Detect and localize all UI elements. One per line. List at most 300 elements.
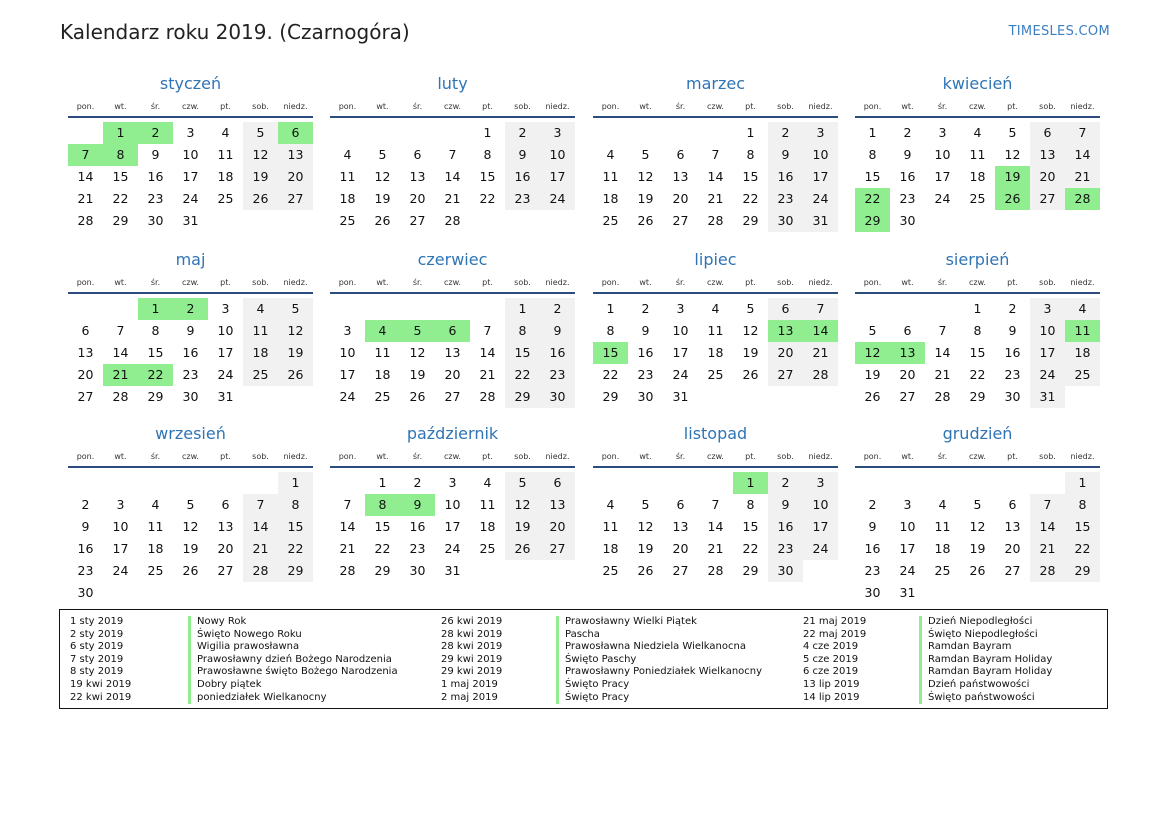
day-cell: 15 — [278, 516, 313, 538]
holiday-date: 29 kwi 2019 — [441, 653, 503, 665]
day-cell: 11 — [243, 320, 278, 342]
day-cell: 14 — [243, 516, 278, 538]
legend-row — [60, 666, 1100, 679]
day-cell: 23 — [899, 191, 916, 206]
day-cell: 13 — [540, 494, 575, 516]
day-cell: 2 — [540, 298, 575, 320]
holiday-day-cell: 2 — [173, 298, 208, 320]
day-cell: 11 — [147, 519, 164, 534]
day-cell: 14 — [934, 345, 951, 360]
empty-cell — [593, 472, 628, 494]
holiday-name: Prawosławny dzień Bożego Narodzenia — [188, 654, 392, 667]
day-cell: 22 — [602, 367, 619, 382]
weekday-label: śr. — [412, 278, 423, 287]
day-cell: 1 — [1065, 472, 1100, 494]
weekday-label: wt. — [639, 278, 652, 287]
day-cell: 26 — [637, 213, 654, 228]
day-cell: 22 — [742, 191, 759, 206]
day-cell: 10 — [217, 323, 234, 338]
day-cell: 29 — [112, 213, 129, 228]
weekday-label: pt. — [1007, 102, 1018, 111]
weekday-label: śr. — [150, 278, 161, 287]
day-cell: 1 — [378, 475, 387, 490]
weekday-label: niedz. — [1070, 452, 1095, 461]
day-cell: 21 — [243, 538, 278, 560]
day-cell: 8 — [151, 323, 160, 338]
day-cell: 9 — [868, 519, 877, 534]
holiday-name: Święto Nowego Roku — [188, 629, 302, 642]
holiday-date: 14 lip 2019 — [803, 691, 860, 703]
weekday-label: wt. — [376, 452, 389, 461]
holiday-day-cell: 4 — [365, 320, 400, 342]
holiday-day-cell: 26 — [995, 188, 1030, 210]
day-cell: 18 — [969, 169, 986, 184]
header-rule — [593, 116, 838, 118]
holiday-day-cell: 6 — [278, 122, 313, 144]
day-cell: 13 — [672, 519, 689, 534]
day-cell: 30 — [768, 560, 803, 582]
day-cell: 30 — [899, 213, 916, 228]
empty-cell — [628, 122, 663, 144]
month-name: listopad — [683, 424, 748, 443]
day-cell: 13 — [217, 519, 234, 534]
empty-cell — [330, 472, 365, 494]
day-cell: 20 — [672, 191, 689, 206]
holiday-name: Dobry piątek — [188, 679, 262, 692]
day-cell: 15 — [479, 169, 496, 184]
holiday-name: Ramdan Bayram — [919, 641, 1011, 654]
day-cell: 31 — [803, 210, 838, 232]
day-grid — [68, 298, 313, 408]
day-cell: 27 — [1030, 188, 1065, 210]
day-cell: 5 — [1008, 125, 1017, 140]
day-cell: 5 — [746, 301, 755, 316]
day-cell: 21 — [803, 342, 838, 364]
empty-cell — [628, 472, 663, 494]
day-cell: 19 — [182, 541, 199, 556]
day-cell: 24 — [540, 188, 575, 210]
day-cell: 27 — [672, 563, 689, 578]
day-cell: 24 — [672, 367, 689, 382]
day-cell: 25 — [602, 213, 619, 228]
empty-cell — [855, 472, 890, 494]
month-calendar — [855, 73, 1100, 232]
day-cell: 23 — [768, 538, 803, 560]
holiday-day-cell: 15 — [593, 342, 628, 364]
day-cell: 28 — [444, 213, 461, 228]
day-cell: 31 — [1030, 386, 1065, 408]
weekday-header — [330, 98, 575, 116]
day-cell: 12 — [637, 169, 654, 184]
day-cell: 2 — [768, 472, 803, 494]
weekday-label: niedz. — [808, 102, 833, 111]
day-cell: 19 — [243, 166, 278, 188]
header-rule — [593, 292, 838, 294]
day-cell: 10 — [444, 497, 461, 512]
day-cell: 7 — [938, 323, 947, 338]
day-cell: 6 — [221, 497, 230, 512]
day-cell: 1 — [868, 125, 877, 140]
legend-row — [60, 641, 1100, 654]
day-cell: 9 — [768, 494, 803, 516]
weekday-label: sob. — [1039, 102, 1056, 111]
day-cell: 28 — [803, 364, 838, 386]
month-calendar — [593, 423, 838, 582]
day-cell: 9 — [768, 144, 803, 166]
day-cell: 30 — [637, 389, 654, 404]
day-cell: 7 — [711, 497, 720, 512]
day-cell: 26 — [864, 389, 881, 404]
day-cell: 9 — [151, 147, 160, 162]
day-cell: 3 — [938, 125, 947, 140]
day-cell: 27 — [672, 213, 689, 228]
day-cell: 5 — [243, 122, 278, 144]
day-cell: 10 — [112, 519, 129, 534]
holiday-name: poniedziałek Wielkanocny — [188, 692, 327, 705]
weekday-label: pon. — [601, 452, 620, 461]
weekday-label: pon. — [863, 278, 882, 287]
month-calendar — [593, 249, 838, 408]
day-cell: 16 — [768, 516, 803, 538]
day-cell: 16 — [182, 345, 199, 360]
month-calendar — [855, 423, 1100, 604]
day-cell: 4 — [151, 497, 160, 512]
weekday-header — [68, 448, 313, 466]
day-cell: 10 — [899, 519, 916, 534]
day-cell: 27 — [1004, 563, 1021, 578]
day-cell: 19 — [637, 191, 654, 206]
day-cell: 19 — [864, 367, 881, 382]
day-cell: 25 — [339, 213, 356, 228]
weekday-label: pon. — [863, 452, 882, 461]
holiday-day-cell: 12 — [855, 342, 890, 364]
day-cell: 5 — [641, 147, 650, 162]
holiday-day-cell: 21 — [103, 364, 138, 386]
day-cell: 1 — [278, 472, 313, 494]
day-cell: 19 — [742, 345, 759, 360]
header-rule — [330, 116, 575, 118]
day-cell: 10 — [182, 147, 199, 162]
weekday-label: wt. — [901, 452, 914, 461]
weekday-header — [68, 274, 313, 292]
day-cell: 20 — [899, 367, 916, 382]
day-cell: 2 — [768, 122, 803, 144]
day-cell: 3 — [803, 122, 838, 144]
day-cell: 6 — [413, 147, 422, 162]
day-cell: 18 — [707, 345, 724, 360]
empty-cell — [890, 298, 925, 320]
day-cell: 3 — [903, 497, 912, 512]
holiday-name: Pascha — [556, 629, 600, 642]
day-cell: 14 — [1065, 144, 1100, 166]
holiday-name: Święto Pracy — [556, 679, 629, 692]
day-cell: 6 — [903, 323, 912, 338]
day-cell: 7 — [116, 323, 125, 338]
day-cell: 9 — [505, 144, 540, 166]
day-cell: 7 — [343, 497, 352, 512]
day-cell: 26 — [637, 563, 654, 578]
holiday-day-cell: 7 — [68, 144, 103, 166]
day-cell: 4 — [483, 475, 492, 490]
day-cell: 26 — [409, 389, 426, 404]
weekday-label: sob. — [252, 278, 269, 287]
month-name: czerwiec — [417, 250, 488, 269]
day-cell: 4 — [221, 125, 230, 140]
day-cell: 18 — [1065, 342, 1100, 364]
day-cell: 15 — [742, 519, 759, 534]
weekday-label: niedz. — [808, 278, 833, 287]
day-cell: 2 — [903, 125, 912, 140]
day-cell: 17 — [803, 516, 838, 538]
month-name: styczeń — [159, 74, 222, 93]
day-cell: 14 — [479, 345, 496, 360]
day-cell: 4 — [973, 125, 982, 140]
day-cell: 25 — [217, 191, 234, 206]
day-cell: 9 — [903, 147, 912, 162]
header-rule — [593, 466, 838, 468]
empty-cell — [208, 472, 243, 494]
day-cell: 23 — [637, 367, 654, 382]
month-name: maj — [175, 250, 206, 269]
day-cell: 25 — [707, 367, 724, 382]
day-cell: 19 — [278, 342, 313, 364]
weekday-label: wt. — [639, 452, 652, 461]
month-calendar — [68, 249, 313, 408]
weekday-label: wt. — [376, 278, 389, 287]
day-cell: 16 — [637, 345, 654, 360]
day-cell: 5 — [641, 497, 650, 512]
day-cell: 25 — [969, 191, 986, 206]
day-cell: 11 — [707, 323, 724, 338]
weekday-label: wt. — [639, 102, 652, 111]
day-cell: 15 — [112, 169, 129, 184]
holiday-name: Dzień Niepodległości — [919, 616, 1032, 629]
day-cell: 3 — [1030, 298, 1065, 320]
day-grid — [330, 122, 575, 232]
day-cell: 24 — [899, 563, 916, 578]
day-cell: 25 — [374, 389, 391, 404]
day-cell: 29 — [147, 389, 164, 404]
holiday-day-cell: 14 — [803, 320, 838, 342]
header-rule — [855, 116, 1100, 118]
day-cell: 1 — [746, 125, 755, 140]
weekday-header — [593, 98, 838, 116]
legend-row — [60, 679, 1100, 692]
day-cell: 20 — [217, 541, 234, 556]
weekday-header — [855, 448, 1100, 466]
day-cell: 24 — [803, 538, 838, 560]
day-cell: 8 — [1065, 494, 1100, 516]
day-cell: 28 — [339, 563, 356, 578]
day-cell: 22 — [742, 541, 759, 556]
day-cell: 3 — [116, 497, 125, 512]
month-calendar — [330, 423, 575, 582]
day-cell: 21 — [479, 367, 496, 382]
empty-cell — [1030, 472, 1065, 494]
day-cell: 5 — [868, 323, 877, 338]
day-cell: 24 — [444, 541, 461, 556]
day-cell: 19 — [969, 541, 986, 556]
day-cell: 16 — [540, 342, 575, 364]
day-cell: 26 — [243, 188, 278, 210]
day-grid — [855, 298, 1100, 408]
weekday-label: wt. — [114, 278, 127, 287]
day-cell: 13 — [1004, 519, 1021, 534]
holiday-date: 8 sty 2019 — [70, 666, 124, 678]
day-cell: 18 — [243, 342, 278, 364]
day-cell: 19 — [505, 516, 540, 538]
day-cell: 23 — [77, 563, 94, 578]
month-name: kwiecień — [942, 74, 1013, 93]
holiday-date: 2 sty 2019 — [70, 628, 124, 640]
day-cell: 29 — [602, 389, 619, 404]
weekday-label: niedz. — [1070, 102, 1095, 111]
day-cell: 21 — [707, 541, 724, 556]
empty-cell — [890, 472, 925, 494]
day-cell: 11 — [339, 169, 356, 184]
empty-cell — [663, 122, 698, 144]
day-cell: 26 — [182, 563, 199, 578]
day-cell: 27 — [217, 563, 234, 578]
day-cell: 23 — [1004, 367, 1021, 382]
weekday-label: pt. — [745, 278, 756, 287]
day-cell: 17 — [182, 169, 199, 184]
day-cell: 30 — [409, 563, 426, 578]
day-cell: 3 — [343, 323, 352, 338]
day-cell: 17 — [540, 166, 575, 188]
day-cell: 18 — [339, 191, 356, 206]
day-cell: 23 — [147, 191, 164, 206]
day-cell: 3 — [676, 301, 685, 316]
empty-cell — [400, 298, 435, 320]
day-cell: 22 — [1065, 538, 1100, 560]
holiday-day-cell: 19 — [995, 166, 1030, 188]
day-cell: 5 — [973, 497, 982, 512]
day-cell: 28 — [77, 213, 94, 228]
brand-link[interactable]: TIMESLES.COM — [1008, 24, 1110, 39]
empty-cell — [995, 472, 1030, 494]
weekday-label: czw. — [182, 278, 199, 287]
day-cell: 10 — [934, 147, 951, 162]
weekday-label: śr. — [412, 452, 423, 461]
day-cell: 12 — [969, 519, 986, 534]
weekday-label: wt. — [901, 278, 914, 287]
weekday-header — [68, 98, 313, 116]
weekday-label: niedz. — [1070, 278, 1095, 287]
holiday-name: Prawosławne święto Bożego Narodzenia — [188, 666, 398, 679]
month-name: sierpień — [945, 250, 1010, 269]
weekday-header — [330, 274, 575, 292]
day-cell: 16 — [864, 541, 881, 556]
day-cell: 26 — [374, 213, 391, 228]
day-cell: 23 — [409, 541, 426, 556]
day-cell: 14 — [707, 519, 724, 534]
day-cell: 15 — [969, 345, 986, 360]
day-cell: 12 — [243, 144, 278, 166]
holiday-name: Prawosławny Poniedziałek Wielkanocny — [556, 666, 762, 679]
day-grid — [330, 298, 575, 408]
day-cell: 6 — [540, 472, 575, 494]
day-cell: 18 — [934, 541, 951, 556]
day-cell: 23 — [540, 364, 575, 386]
day-cell: 10 — [339, 345, 356, 360]
holiday-day-cell: 6 — [435, 320, 470, 342]
holiday-day-cell: 8 — [103, 144, 138, 166]
day-grid — [593, 298, 838, 408]
day-cell: 12 — [374, 169, 391, 184]
weekday-label: czw. — [707, 278, 724, 287]
month-calendar — [855, 249, 1100, 408]
weekday-label: niedz. — [545, 278, 570, 287]
day-cell: 17 — [112, 541, 129, 556]
empty-cell — [400, 122, 435, 144]
day-cell: 8 — [483, 147, 492, 162]
day-cell: 16 — [899, 169, 916, 184]
holiday-date: 29 kwi 2019 — [441, 666, 503, 678]
weekday-label: czw. — [969, 452, 986, 461]
day-cell: 5 — [505, 472, 540, 494]
month-name: luty — [437, 74, 468, 93]
weekday-label: niedz. — [283, 102, 308, 111]
empty-cell — [960, 472, 995, 494]
weekday-label: pt. — [482, 452, 493, 461]
day-cell: 12 — [1004, 147, 1021, 162]
weekday-label: pt. — [482, 102, 493, 111]
day-cell: 2 — [1008, 301, 1017, 316]
weekday-label: śr. — [150, 102, 161, 111]
day-cell: 8 — [973, 323, 982, 338]
month-name: wrzesień — [155, 424, 226, 443]
day-cell: 29 — [505, 386, 540, 408]
day-cell: 25 — [479, 541, 496, 556]
header-rule — [855, 292, 1100, 294]
holiday-day-cell: 5 — [400, 320, 435, 342]
day-cell: 11 — [969, 147, 986, 162]
holiday-date: 13 lip 2019 — [803, 678, 860, 690]
day-cell: 13 — [77, 345, 94, 360]
day-cell: 5 — [186, 497, 195, 512]
day-cell: 1 — [606, 301, 615, 316]
day-cell: 4 — [606, 497, 615, 512]
day-cell: 15 — [864, 169, 881, 184]
day-cell: 24 — [339, 389, 356, 404]
day-cell: 27 — [278, 188, 313, 210]
day-cell: 8 — [505, 320, 540, 342]
weekday-label: czw. — [182, 452, 199, 461]
day-cell: 18 — [602, 541, 619, 556]
holiday-legend — [59, 609, 1108, 709]
day-cell: 20 — [278, 166, 313, 188]
empty-cell — [855, 298, 890, 320]
day-cell: 9 — [540, 320, 575, 342]
weekday-label: śr. — [937, 452, 948, 461]
day-grid — [330, 472, 575, 582]
day-cell: 21 — [1030, 538, 1065, 560]
holiday-date: 28 kwi 2019 — [441, 641, 503, 653]
empty-cell — [470, 298, 505, 320]
day-cell: 22 — [374, 541, 391, 556]
day-cell: 27 — [768, 364, 803, 386]
weekday-label: pon. — [76, 102, 95, 111]
day-cell: 10 — [1030, 320, 1065, 342]
day-cell: 28 — [1030, 560, 1065, 582]
day-cell: 18 — [602, 191, 619, 206]
day-cell: 31 — [444, 563, 461, 578]
day-cell: 11 — [217, 147, 234, 162]
weekday-label: pon. — [76, 278, 95, 287]
empty-cell — [103, 472, 138, 494]
month-name: lipiec — [694, 250, 737, 269]
